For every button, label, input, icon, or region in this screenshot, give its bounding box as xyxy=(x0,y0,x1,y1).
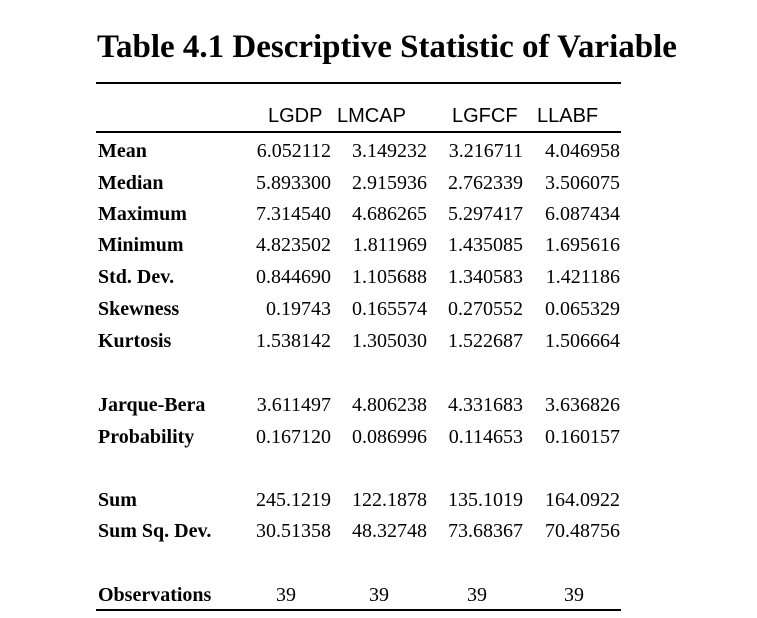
header-rule xyxy=(96,131,621,133)
row-label: Kurtosis xyxy=(98,330,172,352)
table-cell: 5.297417 xyxy=(448,203,523,225)
table-cell: 3.216711 xyxy=(448,140,523,162)
table-cell: 0.270552 xyxy=(448,298,523,320)
table-title: Table 4.1 Descriptive Statistic of Variable xyxy=(97,29,677,65)
table-cell: 164.0922 xyxy=(545,489,620,511)
row-label: Std. Dev. xyxy=(98,266,175,288)
column-header-lgdp: LGDP xyxy=(268,105,323,127)
table-cell: 0.114653 xyxy=(448,426,523,448)
row-label: Probability xyxy=(98,426,195,448)
row-label: Observations xyxy=(98,584,212,606)
table-cell: 1.421186 xyxy=(545,266,620,288)
table-cell: 4.686265 xyxy=(352,203,427,225)
top-rule xyxy=(96,82,621,84)
table-cell: 3.611497 xyxy=(256,394,331,416)
column-header-llabf: LLABF xyxy=(537,105,599,127)
table-cell: 0.086996 xyxy=(352,426,427,448)
row-label: Sum xyxy=(98,489,137,511)
table-cell: 39 xyxy=(276,584,296,606)
table-cell: 39 xyxy=(369,584,389,606)
row-label: Median xyxy=(98,172,164,194)
table-cell: 1.435085 xyxy=(448,234,523,256)
column-header-lmcap: LMCAP xyxy=(337,105,406,127)
table-cell: 3.149232 xyxy=(352,140,427,162)
row-label: Mean xyxy=(98,140,147,162)
table-cell: 0.19743 xyxy=(266,298,331,320)
table-cell: 7.314540 xyxy=(256,203,331,225)
table-cell: 4.046958 xyxy=(545,140,620,162)
row-label: Minimum xyxy=(98,234,184,256)
table-cell: 1.522687 xyxy=(448,330,523,352)
table-cell: 5.893300 xyxy=(256,172,331,194)
row-label: Jarque-Bera xyxy=(98,394,206,416)
row-label: Skewness xyxy=(98,298,180,320)
table-cell: 2.915936 xyxy=(352,172,427,194)
table-cell: 1.811969 xyxy=(352,234,427,256)
table-cell: 3.506075 xyxy=(545,172,620,194)
table-cell: 30.51358 xyxy=(256,520,331,542)
table-cell: 4.823502 xyxy=(256,234,331,256)
table-cell: 70.48756 xyxy=(545,520,620,542)
table-cell: 0.165574 xyxy=(352,298,427,320)
table-cell: 4.806238 xyxy=(352,394,427,416)
table-cell: 1.538142 xyxy=(256,330,331,352)
table-cell: 73.68367 xyxy=(448,520,523,542)
table-cell: 3.636826 xyxy=(545,394,620,416)
table-cell: 245.1219 xyxy=(256,489,331,511)
table-cell: 122.1878 xyxy=(352,489,427,511)
table-cell: 135.1019 xyxy=(448,489,523,511)
table-cell: 2.762339 xyxy=(448,172,523,194)
table-cell: 1.340583 xyxy=(448,266,523,288)
column-header-lgfcf: LGFCF xyxy=(452,105,518,127)
table-cell: 39 xyxy=(467,584,487,606)
table-cell: 1.695616 xyxy=(545,234,620,256)
table-cell: 1.305030 xyxy=(352,330,427,352)
table-cell: 6.052112 xyxy=(256,140,331,162)
row-label: Sum Sq. Dev. xyxy=(98,520,212,542)
table-cell: 6.087434 xyxy=(545,203,620,225)
table-cell: 4.331683 xyxy=(448,394,523,416)
table-cell: 0.065329 xyxy=(545,298,620,320)
table-cell: 1.105688 xyxy=(352,266,427,288)
table-cell: 39 xyxy=(564,584,584,606)
table-cell: 0.167120 xyxy=(256,426,331,448)
row-label: Maximum xyxy=(98,203,187,225)
bottom-rule xyxy=(96,609,621,611)
table-cell: 0.160157 xyxy=(545,426,620,448)
table-cell: 0.844690 xyxy=(256,266,331,288)
table-cell: 1.506664 xyxy=(545,330,620,352)
table-cell: 48.32748 xyxy=(352,520,427,542)
